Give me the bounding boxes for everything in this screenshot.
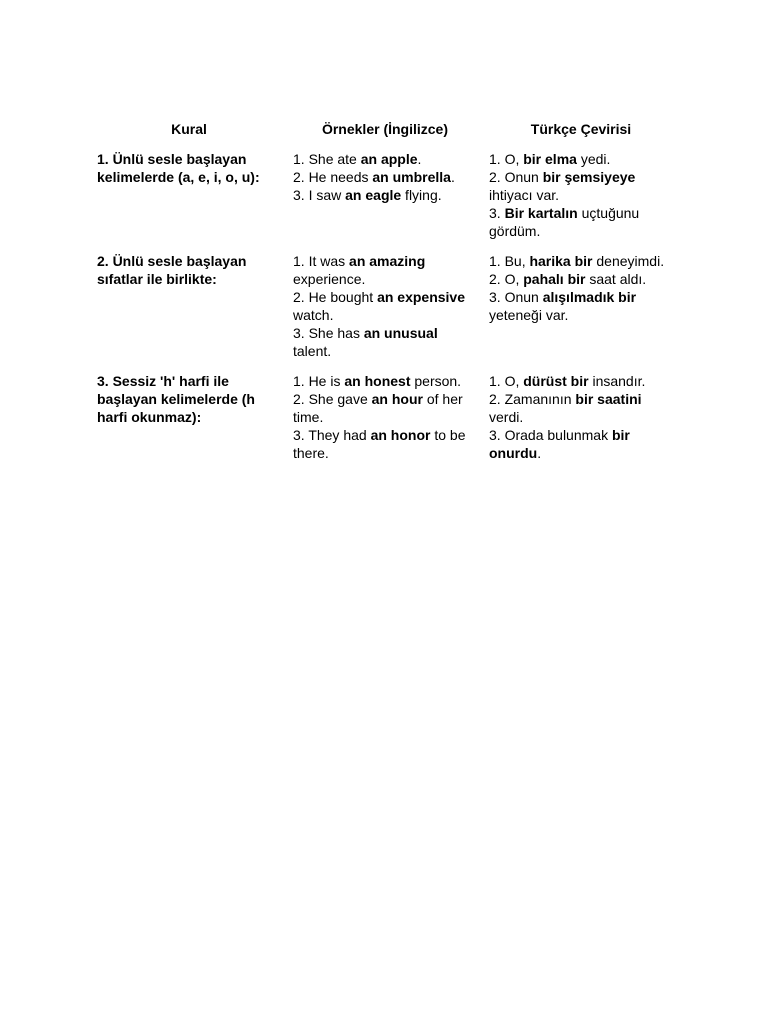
example-line: 3. She has an unusual talent. xyxy=(293,325,438,359)
translation-cell xyxy=(483,252,679,372)
header-rule: Kural xyxy=(171,121,207,137)
table-row xyxy=(91,372,679,474)
rule-cell: 1. Ünlü sesle başlayan kelimelerde (a, e, i, o, u): xyxy=(97,151,260,185)
translation-line: 2. Zamanının bir saatini verdi. xyxy=(489,391,642,425)
rule-cell: 3. Sessiz 'h' harfi ile başlayan kelimelerde (h harfi okunmaz): xyxy=(97,373,255,425)
translation-line: 3. Onun alışılmadık bir yeteneği var. xyxy=(489,289,637,323)
examples-cell xyxy=(287,372,483,474)
example-line: 1. It was an amazing experience. xyxy=(293,253,426,287)
translation-line: 2. O, pahalı bir saat aldı. xyxy=(489,271,647,287)
translation-line: 1. O, dürüst bir insandır. xyxy=(489,373,646,389)
examples-cell xyxy=(287,252,483,372)
article-rules-table xyxy=(91,118,679,474)
table-row xyxy=(91,150,679,252)
rule-cell: 2. Ünlü sesle başlayan sıfatlar ile birlikte: xyxy=(97,253,247,287)
translation-line: 2. Onun bir şemsiyeye ihtiyacı var. xyxy=(489,169,636,203)
example-line: 3. They had an honor to be there. xyxy=(293,427,466,461)
header-translation: Türkçe Çevirisi xyxy=(530,121,632,137)
translation-line: 1. O, bir elma yedi. xyxy=(489,151,611,167)
translation-cell xyxy=(483,150,679,252)
example-line: 3. I saw an eagle flying. xyxy=(293,187,442,203)
translation-line: 1. Bu, harika bir deneyimdi. xyxy=(489,253,665,269)
table-row xyxy=(91,252,679,372)
translation-line: 3. Bir kartalın uçtuğunu gördüm. xyxy=(489,205,640,239)
example-line: 1. She ate an apple. xyxy=(293,151,422,167)
examples-cell xyxy=(287,150,483,252)
example-line: 2. She gave an hour of her time. xyxy=(293,391,463,425)
header-row xyxy=(91,118,679,150)
translation-cell xyxy=(483,372,679,474)
example-line: 1. He is an honest person. xyxy=(293,373,462,389)
example-line: 2. He bought an expensive watch. xyxy=(293,289,465,323)
translation-line: 3. Orada bulunmak bir onurdu. xyxy=(489,427,630,461)
example-line: 2. He needs an umbrella. xyxy=(293,169,455,185)
header-examples: Örnekler (İngilizce) xyxy=(321,121,449,137)
